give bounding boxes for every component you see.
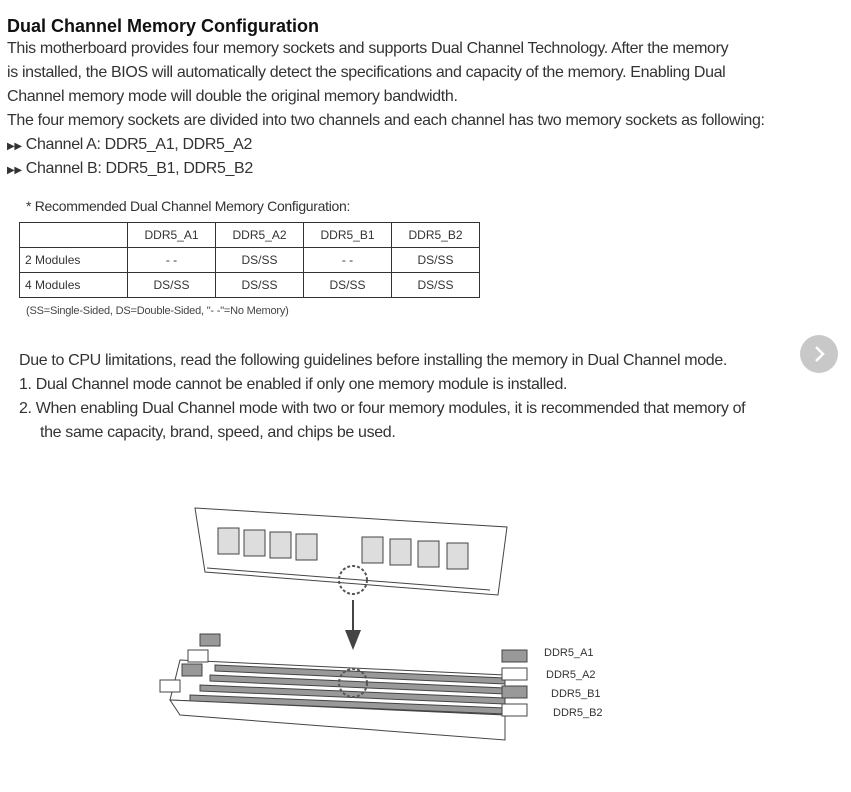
table-cell: DS/SS: [392, 273, 480, 298]
row-label: 4 Modules: [20, 273, 128, 298]
chevron-right-icon: [809, 344, 829, 364]
table-row: [20, 273, 480, 298]
header-cell: DDR5_A2: [216, 223, 304, 248]
intro-line: Channel memory mode will double the original memory bandwidth.: [7, 88, 458, 105]
table-cell: - -: [304, 248, 392, 273]
table-cell: DS/SS: [392, 248, 480, 273]
intro-line: is installed, the BIOS will automatically detect the specifications and capacity of the memory. Enabling Dual: [7, 64, 726, 81]
table-cell: - -: [128, 248, 216, 273]
table-header-row: [20, 223, 480, 248]
memory-config-table: [19, 222, 480, 298]
guideline-item: 1. Dual Channel mode cannot be enabled if only one memory module is installed.: [19, 376, 568, 393]
intro-line: The four memory sockets are divided into two channels and each channel has two memory sockets as following:: [7, 112, 765, 129]
intro-line: This motherboard provides four memory sockets and supports Dual Channel Technology. After the memory: [7, 40, 729, 57]
page-title: Dual Channel Memory Configuration: [7, 16, 320, 36]
slot-label: DDR5_A2: [546, 669, 596, 681]
header-cell: DDR5_B1: [304, 223, 392, 248]
channel-a-item: ▶▶ Channel A: DDR5_A1, DDR5_A2: [7, 136, 253, 153]
slot-label: DDR5_A1: [544, 647, 594, 659]
double-arrow-icon: ▶▶: [7, 165, 22, 176]
guidelines-intro: Due to CPU limitations, read the following guidelines before installing the memory in Dual Channel mode.: [19, 352, 727, 369]
row-label: 2 Modules: [20, 248, 128, 273]
channel-b-item: ▶▶ Channel B: DDR5_B1, DDR5_B2: [7, 160, 253, 177]
header-cell: DDR5_B2: [392, 223, 480, 248]
table-cell: DS/SS: [216, 248, 304, 273]
table-legend: (SS=Single-Sided, DS=Double-Sided, "- -"=No Memory): [26, 305, 289, 317]
slot-label: DDR5_B2: [553, 707, 603, 719]
arrow-down-icon: [345, 630, 361, 650]
guideline-item-continued: the same capacity, brand, speed, and chips be used.: [40, 424, 396, 441]
table-cell: DS/SS: [216, 273, 304, 298]
table-cell: DS/SS: [128, 273, 216, 298]
next-page-button[interactable]: [800, 335, 838, 373]
slot-label: DDR5_B1: [551, 688, 601, 700]
table-caption: * Recommended Dual Channel Memory Configuration:: [26, 198, 351, 214]
table-cell: DS/SS: [304, 273, 392, 298]
table-row: [20, 248, 480, 273]
double-arrow-icon: ▶▶: [7, 141, 22, 152]
header-cell: [20, 223, 128, 248]
guideline-item: 2. When enabling Dual Channel mode with two or four memory modules, it is recommended that memory of: [19, 400, 746, 417]
header-cell: DDR5_A1: [128, 223, 216, 248]
